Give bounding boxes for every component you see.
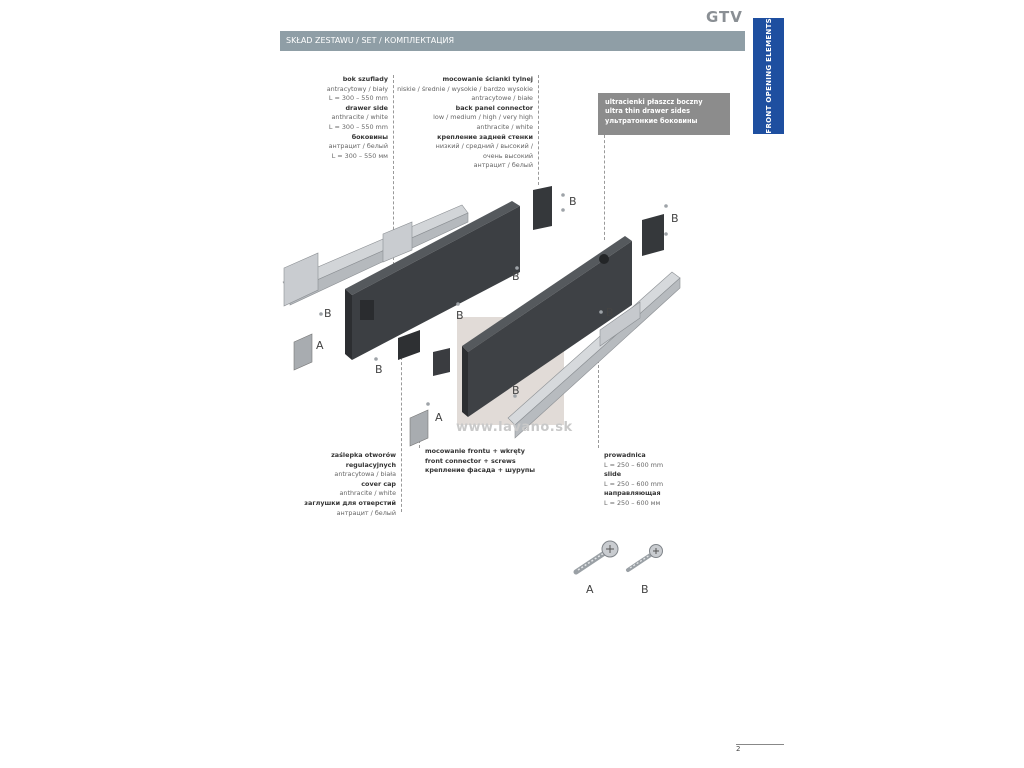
left-front-connector — [398, 330, 420, 360]
drawer-side-en-title: drawer side — [345, 103, 388, 112]
ultra-thin-en: ultra thin drawer sides — [605, 107, 691, 116]
ultra-thin-pl: ultracienki płaszcz boczny — [605, 98, 703, 106]
drawer-side-ru-color: антрацит / белый — [328, 142, 388, 151]
cover-cap-en-color: anthracite / white — [339, 489, 396, 498]
legend-screw-b: B — [641, 583, 649, 596]
cover-cap-pl-color: antracytowa / biała — [334, 470, 396, 479]
marker-b-left-side: B — [512, 270, 520, 283]
back-panel-connector-right — [642, 214, 664, 256]
section-header: SKŁAD ZESTAWU / SET / КОМПЛЕКТАЦИЯ — [280, 31, 745, 51]
cover-cap-ru-color: антрацит / белый — [336, 508, 396, 517]
left-fixing-bracket — [294, 334, 312, 370]
slide-ru-length: L = 250 – 600 мм — [604, 498, 661, 507]
slide-en-length: L = 250 – 600 mm — [604, 479, 664, 488]
screw-b-illustration — [628, 545, 663, 571]
marker-b-right-front: B — [512, 384, 520, 397]
cover-cap-part — [433, 348, 450, 376]
page-number: 2 — [736, 745, 741, 753]
marker-b-middle: B — [456, 309, 464, 322]
drawer-side-en-length: L = 300 – 550 mm — [328, 122, 388, 131]
back-panel-en-sizes: low / medium / high / very high — [433, 113, 533, 122]
drawer-side-pl-length: L = 300 – 550 mm — [328, 94, 388, 103]
back-panel-ru-title: крепление задней стенки — [437, 132, 533, 141]
ultra-thin-ru: ультратонкие боковины — [605, 116, 698, 125]
marker-b-left-slide: B — [324, 307, 332, 320]
drawer-side-ru-title: боковины — [351, 132, 388, 141]
drawer-side-pl-title: bok szuflady — [342, 75, 388, 83]
front-connector-pl: mocowanie frontu + wkręty — [425, 447, 525, 455]
watermark-text: www.lavano.sk — [456, 420, 573, 435]
cover-cap-pl-title-2: regulacyjnych — [345, 460, 396, 469]
marker-b-back-right: B — [671, 212, 679, 225]
back-panel-pl-sizes: niskie / średnie / wysokie / bardzo wysokie — [397, 84, 533, 93]
marker-a-left-bracket: A — [316, 339, 324, 352]
slide-ru-title: направляющая — [604, 489, 661, 498]
back-panel-ru-sizes-2: очень высокий — [483, 151, 533, 160]
marker-b-left-front: B — [375, 363, 383, 376]
slide-pl-length: L = 250 – 600 mm — [604, 460, 664, 469]
brand-logo: GTV — [706, 8, 743, 26]
back-panel-connector-left — [533, 186, 552, 230]
marker-b-back-left: B — [569, 195, 577, 208]
front-connector-ru: крепление фасада + шурупы — [425, 466, 536, 475]
drawer-side-ru-length: L = 300 – 550 мм — [331, 151, 388, 160]
side-tab-label: FRONT OPENING ELEMENTS — [764, 18, 773, 134]
back-panel-pl-title: mocowanie ścianki tylnej — [442, 75, 533, 83]
footer-rule — [736, 744, 784, 745]
front-connector-en: front connector + screws — [425, 456, 516, 465]
marker-b-right-slide: B — [606, 306, 614, 319]
screw-a-illustration — [576, 541, 618, 572]
back-panel-pl-color: antracytowe / białe — [471, 94, 533, 103]
drawer-side-en-color: anthracite / white — [331, 113, 388, 122]
slide-pl-title: prowadnica — [604, 451, 646, 459]
legend-screw-a: A — [586, 583, 594, 596]
slide-en-title: slide — [604, 470, 622, 479]
cover-cap-ru-title: заглушки для отверстий — [304, 498, 396, 507]
marker-a-front-bracket: A — [435, 411, 443, 424]
back-panel-en-color: anthracite / white — [476, 122, 533, 131]
cover-cap-pl-title-1: zaślepka otworów — [331, 451, 396, 459]
back-panel-ru-sizes-1: низкий / средний / высокий / — [435, 142, 533, 151]
back-panel-ru-color: антрацит / белый — [473, 161, 533, 170]
drawer-side-pl-color: antracytowy / biały — [326, 84, 388, 93]
back-panel-en-title: back panel connector — [455, 103, 533, 112]
front-fixing-bracket — [410, 410, 428, 446]
cover-cap-en-title: cover cap — [361, 479, 396, 488]
